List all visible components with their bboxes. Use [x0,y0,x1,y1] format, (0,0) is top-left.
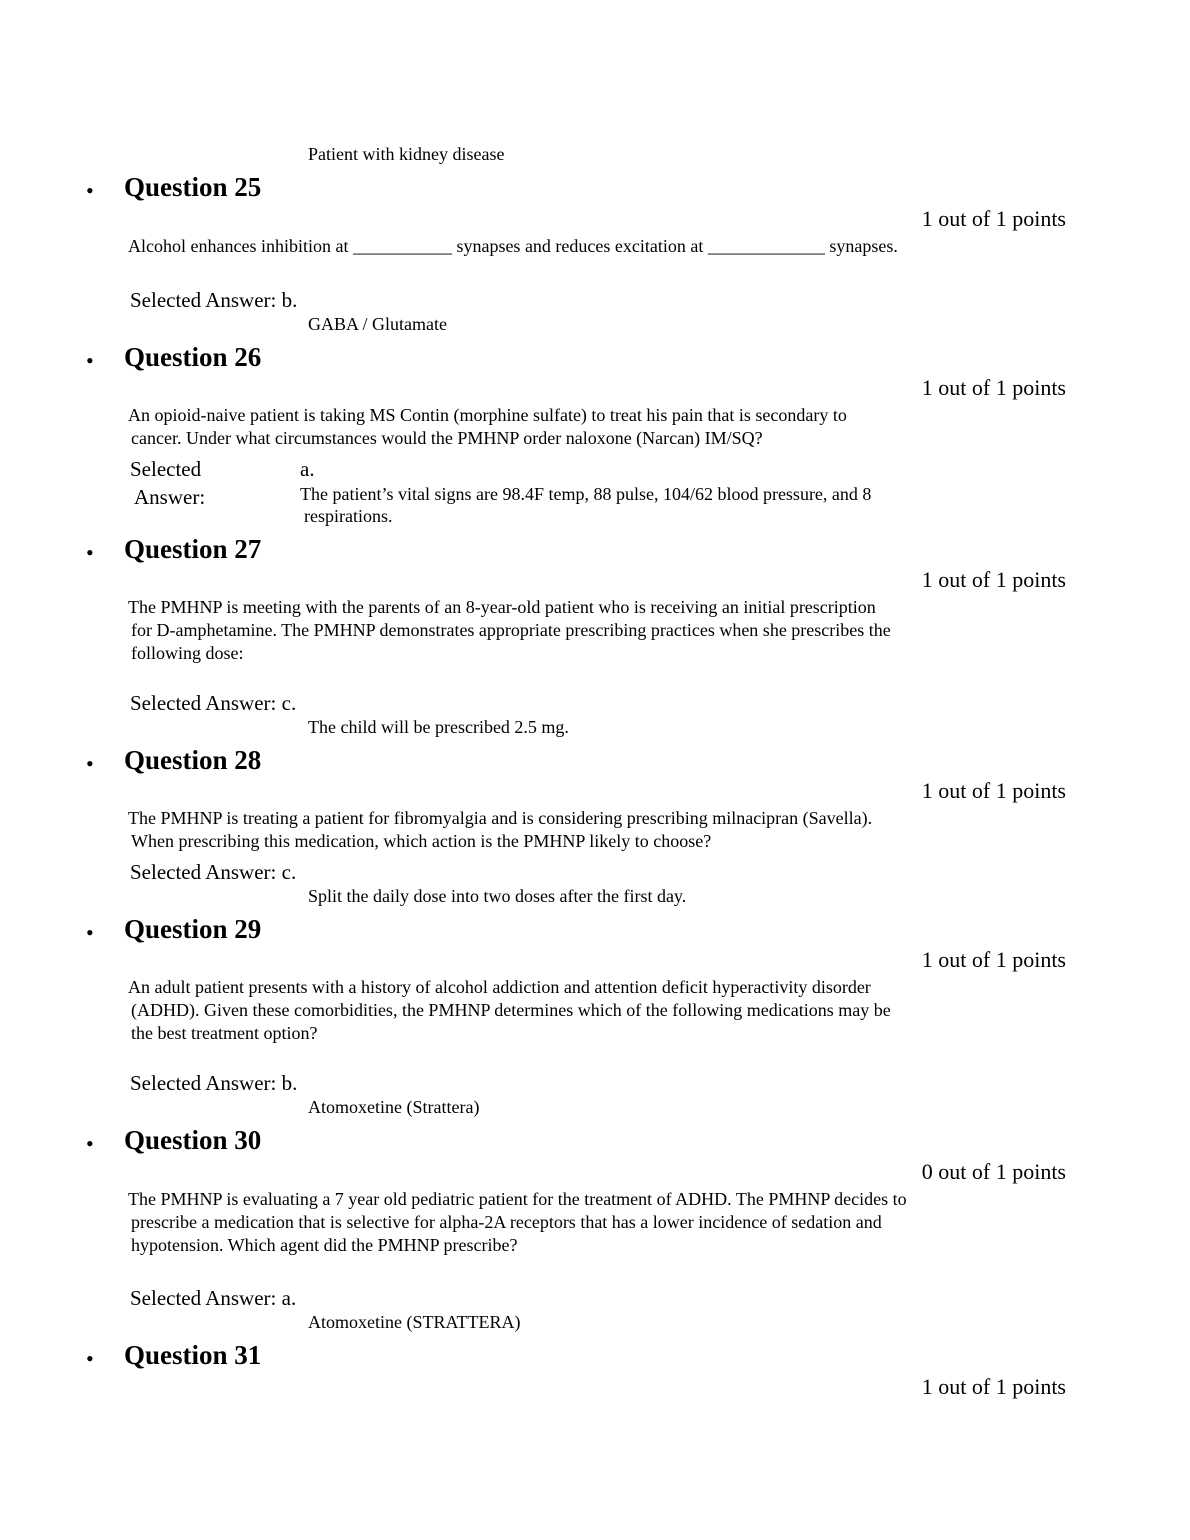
selected-answer-label: Selected Answer: [130,1071,277,1095]
question-27-points: 1 out of 1 points [921,567,1066,592]
question-28-answer: Split the daily dose into two doses after the first day. [308,886,687,906]
question-text-line: for D-amphetamine. The PMHNP demonstrates appropriate prescribing practices when she prescribes the [131,620,891,640]
question-text-line: An opioid-naive patient is taking MS Contin (morphine sulfate) to treat his pain that is secondary to [128,405,847,425]
selected-answer-letter: c. [281,860,297,884]
question-29-answer: Atomoxetine (Strattera) [308,1097,480,1117]
question-28-points: 1 out of 1 points [921,778,1066,803]
bullet-icon: • [86,1346,94,1371]
bullet-icon: • [86,178,94,203]
question-26-points: 1 out of 1 points [921,375,1066,400]
question-29-points: 1 out of 1 points [921,947,1066,972]
question-28-text [128,807,1028,853]
question-30-text [128,1188,1028,1257]
question-text-line: The PMHNP is evaluating a 7 year old pediatric patient for the treatment of ADHD. The PMHNP decides to [128,1189,907,1209]
question-29-selected [130,1071,297,1096]
question-31-points: 1 out of 1 points [921,1374,1066,1399]
question-30-selected [130,1286,296,1311]
selected-answer-label: Selected Answer: [130,691,277,715]
selected-answer-letter: a. [281,1286,297,1310]
bullet-icon: • [86,540,94,565]
question-text-line: following dose: [131,643,244,663]
bullet-icon: • [86,348,94,373]
question-25-selected [130,288,297,313]
question-30-answer: Atomoxetine (STRATTERA) [308,1312,521,1332]
selected-answer-letter: b. [281,288,298,312]
question-text-line: Alcohol enhances inhibition at ___________ synapses and reduces excitation at _____________ synapses. [128,236,898,256]
selected-answer-label: Selected Answer: [130,1286,277,1310]
question-text-line: The PMHNP is treating a patient for fibromyalgia and is considering prescribing milnacipran (Savella). [128,808,873,828]
selected-answer-letter: b. [281,1071,298,1095]
question-text-line: prescribe a medication that is selective for alpha-2A receptors that has a lower incidence of sedation and [131,1212,882,1232]
question-26-selected-letter: a. [300,457,315,481]
question-text-line: When prescribing this medication, which action is the PMHNP likely to choose? [131,831,712,851]
selected-answer-letter: c. [281,691,297,715]
question-28-title: Question 28 [124,745,262,775]
question-text-line: (ADHD). Given these comorbidities, the PMHNP determines which of the following medications may be [131,1000,891,1020]
question-25-text [128,235,1028,258]
question-text-line: the best treatment option? [131,1023,318,1043]
selected-answer-label: Selected Answer: [130,288,277,312]
question-text-line: An adult patient presents with a history of alcohol addiction and attention deficit hyperactivity disorder [128,977,871,997]
question-25-title: Question 25 [124,172,262,202]
question-26-selected-label-1: Selected [130,457,202,481]
question-27-title: Question 27 [124,534,262,564]
question-25-points: 1 out of 1 points [921,206,1066,231]
question-text-line: The PMHNP is meeting with the parents of an 8-year-old patient who is receiving an initial prescription [128,597,876,617]
bullet-icon: • [86,751,94,776]
question-26-selected-label-2: Answer: [134,485,206,509]
question-text-line: hypotension. Which agent did the PMHNP prescribe? [131,1235,518,1255]
question-29-title: Question 29 [124,914,262,944]
bullet-icon: • [86,1131,94,1156]
question-26-title: Question 26 [124,342,262,372]
previous-question-answer: Patient with kidney disease [308,144,505,164]
bullet-icon: • [86,920,94,945]
question-27-answer: The child will be prescribed 2.5 mg. [308,717,569,737]
question-26-answer-line-2: respirations. [304,506,393,526]
question-26-text [128,404,1028,450]
question-27-selected [130,691,296,716]
question-27-text [128,596,1028,665]
question-26-answer-line-1: The patient’s vital signs are 98.4F temp, 88 pulse, 104/62 blood pressure, and 8 [300,484,872,504]
question-text-line: cancer. Under what circumstances would the PMHNP order naloxone (Narcan) IM/SQ? [131,428,763,448]
question-29-text [128,976,1028,1045]
question-31-title: Question 31 [124,1340,262,1370]
question-30-title: Question 30 [124,1125,262,1155]
question-28-selected [130,860,296,885]
question-25-answer: GABA / Glutamate [308,314,447,334]
selected-answer-label: Selected Answer: [130,860,277,884]
question-30-points: 0 out of 1 points [921,1159,1066,1184]
